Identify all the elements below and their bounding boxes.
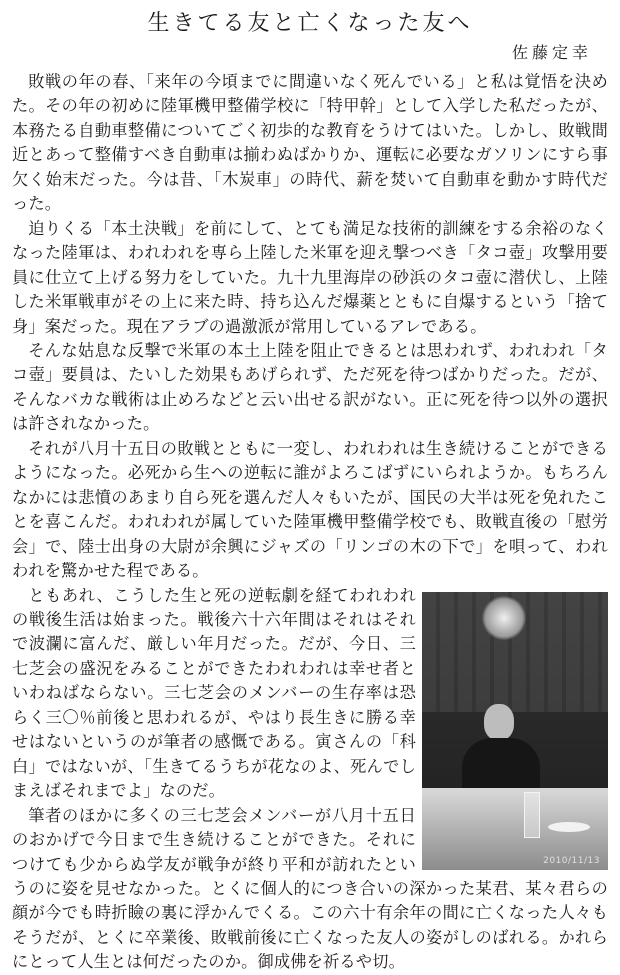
paragraph-4: それが八月十五日の敗戦とともに一変し、われわれは生き続けることができるようになった。必死から生への逆転に誰がよろこばずにいられようか。もちろんなかには悲憤のあまり自ら死を選んだ人々もいたが、国民の大半は死を免れたことを喜こんだ。われわれが属していた陸軍機甲整備学校でも、敗戦直後の「慰労会」で、陸士出身の大尉が余興にジャズの「リンゴの木の下で」を唄って、われわれを驚かせた程である。 bbox=[12, 438, 608, 581]
photo-glass bbox=[524, 792, 540, 838]
author-name: 佐藤定幸 bbox=[511, 43, 592, 62]
paragraph-5: ともあれ、こうした生と死の逆転劇を経てわれわれの戦後生活は始まった。戦後六十六年間はそれはそれで波瀾に富んだ、厳しい年月だった。だが、今日、三七芝会の盛況をみることができたわれわれは幸せ者といわねばならない。三七芝会のメンバーの生存率は恐らく三〇％前後と思われるが、やはり長生きに勝る幸せはないというのが筆者の感慨である。寅さんの「科白」ではないが、「生きてるうちが花なのよ、死んでしまえばそれまでよ」なのだ。 bbox=[12, 585, 416, 801]
article-title: 生きてる友と亡くなった友へ bbox=[147, 11, 473, 36]
portrait-photo bbox=[422, 592, 608, 870]
photo-person-head bbox=[484, 704, 514, 740]
article-body bbox=[12, 70, 608, 975]
paragraph-2: 迫りくる「本土決戦」を前にして、とても満足な技術的訓練をする余裕のなくなった陸軍は、われわれを専ら上陸した米軍を迎え撃つべき「タコ壺」攻撃用要員に仕立て上げる努力をしていた。九十九里海岸の砂浜のタコ壺に潜伏し、上陸した米軍戦車がその上に来た時、持ち込んだ爆薬とともに自爆するという「捨て身」案だった。現在アラブの過激派が常用しているアレである。 bbox=[12, 218, 608, 336]
photo-plate bbox=[548, 822, 590, 832]
paragraph-6: 筆者のほかに多くの三七芝会メンバーが八月十五日のおかげで今日まで生き続けることができた。それにつけても少からぬ学友が戦争が終り平和が訪れたというのに姿を見せなかった。とくに個人的につき合いの深かった某君、某々君らの顔が今でも時折瞼の裏に浮かんでくる。この六十有余年の間に亡くなった人々もそうだが、とくに卒業後、敗戦前後に亡くなった友人の姿がしのばれる。かれらにとって人生とは何だったのか。御成佛を祈るや切。 bbox=[12, 805, 608, 972]
paragraph-3: そんな姑息な反撃で米軍の本土上陸を阻止できるとは思われず、われわれ「タコ壺」要員は、たいした効果もあげられず、ただ死を待つばかりだった。だが、そんなバカな戦術は止めろなどと云い出せる訳がない。正に死を待つ以外の選択は許されなかった。 bbox=[12, 340, 608, 434]
photo-lamp bbox=[482, 596, 526, 640]
photo-date-stamp: 2010/11/13 bbox=[543, 855, 600, 866]
paragraph-1: 敗戦の年の春、「来年の今頃までに間違いなく死んでいる」と私は覚悟を決めた。その年の初めに陸軍機甲整備学校に「特甲幹」として入学した私だったが、本務たる自動車整備についてごく初歩的な教育をうけてはいた。しかし、敗戦間近とあって整備すべき自動車は揃わぬばかりか、運転に必要なガソリンにすら事欠く始末だった。今は昔、「木炭車」の時代、薪を焚いて自動車を動かす時代だった。 bbox=[12, 72, 608, 214]
